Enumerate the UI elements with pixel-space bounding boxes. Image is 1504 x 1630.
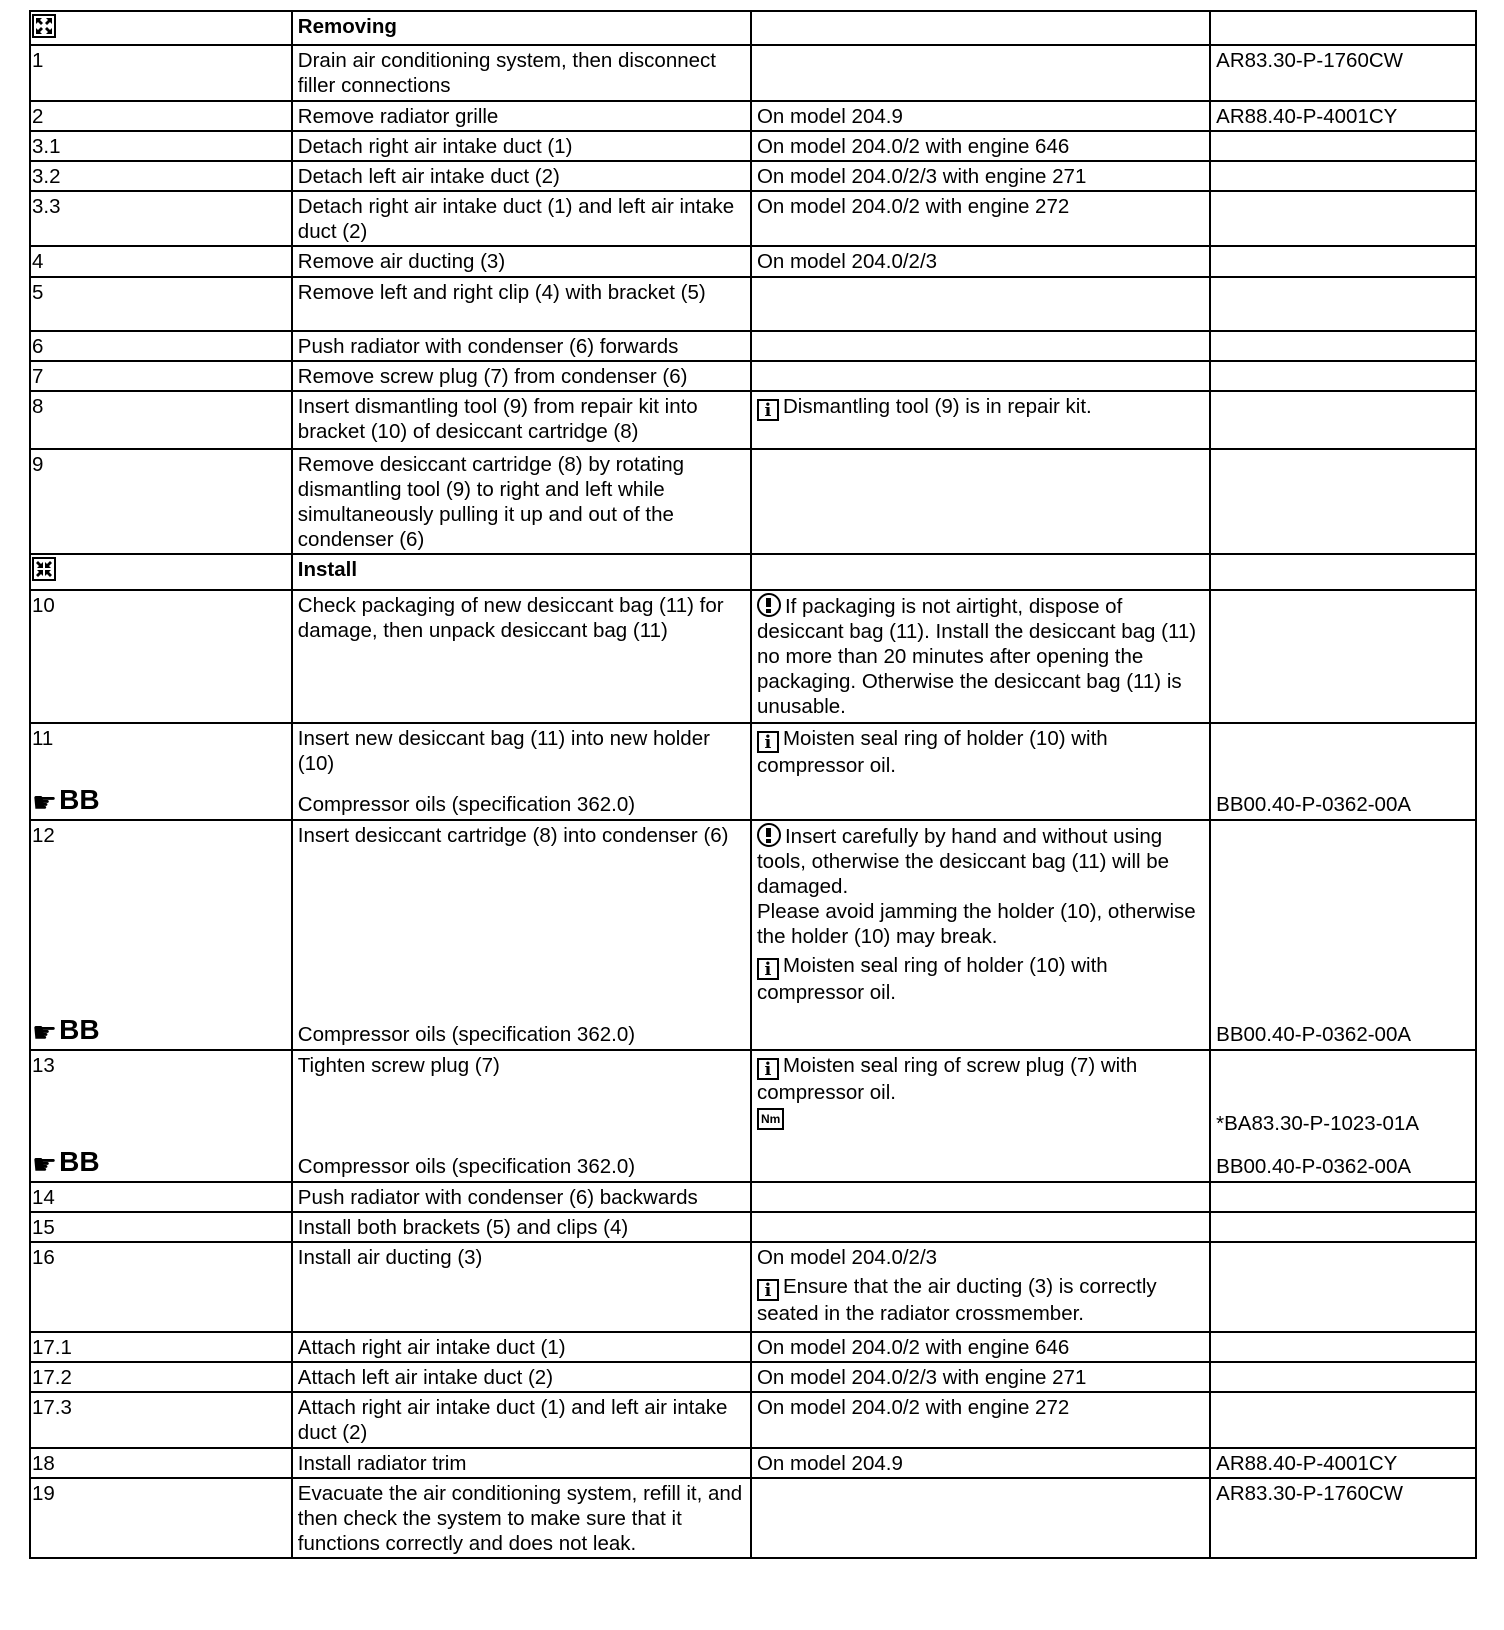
table-row [30,449,1476,554]
reference-link[interactable] [1210,246,1476,277]
table-row [30,391,1476,449]
bb-label: BB [59,784,100,815]
note-text [751,449,1210,554]
note-text: On model 204.0/2 with engine 646 [751,1332,1210,1362]
note-text [751,1212,1210,1242]
step-number: 17.3 [30,1392,292,1448]
step-number: 3.1 [30,131,292,161]
step-number: 18 [30,1448,292,1478]
action-text: Remove desiccant cartridge (8) by rotating dismantling tool (9) to right and left while simultaneously pulling it up and out of the condenser (6) [292,449,751,554]
action-text: Install air ducting (3) [292,1242,751,1332]
step-number: 1 [30,45,292,101]
step-number: 8 [30,391,292,449]
expand-arrows-icon [32,14,56,38]
table-row [30,331,1476,361]
table-row [30,101,1476,131]
note-text: Moisten seal ring of holder (10) with compressor oil. [756,727,1108,777]
reference-link[interactable] [1210,1182,1476,1212]
action-text: Push radiator with condenser (6) forwards [292,331,751,361]
reference-link[interactable] [1210,1332,1476,1362]
note-text [751,45,1210,101]
install-icon-cell [30,554,292,590]
note-text [751,361,1210,391]
reference-link[interactable] [1210,277,1476,331]
step-cell [30,1050,292,1182]
note-text: On model 204.9 [751,1448,1210,1478]
table-row [30,361,1476,391]
bb-label: BB [59,1014,100,1045]
ref-cell [1210,723,1476,820]
action-cell [292,820,751,1050]
table-row [30,1362,1476,1392]
step-number: 6 [30,331,292,361]
note-text [751,277,1210,331]
action-text: Remove left and right clip (4) with bracket (5) [292,277,751,331]
warning-icon [757,593,781,617]
table-row [30,590,1476,723]
action-text: Drain air conditioning system, then disconnect filler connections [292,45,751,101]
note-cell [751,554,1210,590]
note-cell [751,723,1210,820]
section-title-install: Install [292,554,751,590]
pointing-hand-icon: ☛ [32,1148,58,1181]
reference-link[interactable]: AR88.40-P-4001CY [1210,1448,1476,1478]
info-icon: i [757,399,779,421]
note-text: Moisten seal ring of holder (10) with compressor oil. [756,954,1108,1004]
removing-icon-cell [30,11,292,45]
ref-cell [1210,820,1476,1050]
note-text: If packaging is not airtight, dispose of desiccant bag (11). Install the desiccant bag (11) no more than 20 minutes after opening the packaging. Otherwise the desiccant bag (11) is unusable. [756,595,1197,718]
note-cell [751,820,1210,1050]
action-text: Detach right air intake duct (1) and left air intake duct (2) [292,191,751,246]
step-cell [30,820,292,1050]
action-text: Insert dismantling tool (9) from repair kit into bracket (10) of desiccant cartridge (8) [292,391,751,449]
note-text: On model 204.0/2 with engine 272 [751,1392,1210,1448]
note-text: On model 204.0/2/3 [751,246,1210,277]
table-row [30,820,1476,1050]
note-text: On model 204.0/2 with engine 272 [751,191,1210,246]
action-text: Remove screw plug (7) from condenser (6) [292,361,751,391]
action-text: Detach right air intake duct (1) [292,131,751,161]
procedure-table [29,10,1477,1559]
ref-cell [1210,1050,1476,1182]
step-number: 3.3 [30,191,292,246]
note-text: Ensure that the air ducting (3) is correctly seated in the radiator crossmember. [756,1275,1157,1325]
step-number: 5 [30,277,292,331]
bb-label: BB [59,1146,100,1177]
step-number: 15 [30,1212,292,1242]
step-number: 4 [30,246,292,277]
info-icon: i [757,958,779,980]
reference-link[interactable]: AR83.30-P-1760CW [1210,45,1476,101]
reference-link[interactable] [1210,1242,1476,1332]
step-number: 16 [30,1242,292,1332]
reference-link[interactable] [1210,391,1476,449]
reference-link[interactable] [1210,191,1476,246]
step-number: 7 [30,361,292,391]
table-row [30,1050,1476,1182]
step-number: 12 [32,824,55,847]
table-row [30,277,1476,331]
bb-marker [31,1016,291,1047]
note-model-text: On model 204.0/2/3 [756,1246,938,1269]
note-text: On model 204.0/2/3 with engine 271 [751,161,1210,191]
ref-cell [1210,11,1476,45]
note-text [751,1478,1210,1558]
note-cell [751,11,1210,45]
step-number: 17.1 [30,1332,292,1362]
table-row [30,45,1476,101]
torque-nm-icon: Nm [757,1108,784,1130]
reference-link[interactable]: AR83.30-P-1760CW [1210,1478,1476,1558]
reference-link[interactable] [1210,1212,1476,1242]
warning-icon [757,823,781,847]
step-number: 10 [30,590,292,723]
table-row [30,1332,1476,1362]
note-extra-text: Please avoid jamming the holder (10), otherwise the holder (10) may break. [756,900,1196,948]
table-row [30,1182,1476,1212]
step-number: 3.2 [30,161,292,191]
note-warning-text: Insert carefully by hand and without using tools, otherwise the desiccant bag (11) will be damaged. [756,825,1170,898]
collapse-arrows-icon [32,557,56,581]
bb-reference-link[interactable]: BB00.40-P-0362-00A [1216,1155,1412,1178]
bb-text[interactable]: Compressor oils (specification 362.0) [297,1023,636,1046]
procedure-sheet [29,10,1477,1559]
action-text: Install both brackets (5) and clips (4) [292,1212,751,1242]
step-number: 2 [30,101,292,131]
table-row [30,1212,1476,1242]
action-text: Detach left air intake duct (2) [292,161,751,191]
note-text: On model 204.9 [751,101,1210,131]
action-text: Install radiator trim [292,1448,751,1478]
step-cell [30,723,292,820]
reference-link[interactable] [1210,161,1476,191]
bb-marker [31,1148,291,1179]
step-number: 13 [32,1054,55,1077]
action-cell [292,723,751,820]
ref-cell [1210,554,1476,590]
reference-link[interactable] [1210,131,1476,161]
reference-link[interactable] [1210,590,1476,723]
table-row [30,1478,1476,1558]
action-text: Attach right air intake duct (1) [292,1332,751,1362]
bb-reference-link[interactable]: BB00.40-P-0362-00A [1216,1023,1412,1046]
section-header-install [30,554,1476,590]
table-row [30,1242,1476,1332]
reference-link[interactable] [1210,1362,1476,1392]
bb-reference-link[interactable]: BB00.40-P-0362-00A [1216,793,1412,816]
table-row [30,723,1476,820]
action-text: Attach left air intake duct (2) [292,1362,751,1392]
note-text: On model 204.0/2 with engine 646 [751,131,1210,161]
note-cell [751,590,1210,723]
action-text: Remove radiator grille [292,101,751,131]
note-text: Moisten seal ring of screw plug (7) with compressor oil. [756,1054,1138,1104]
action-text: Remove air ducting (3) [292,246,751,277]
bb-text[interactable]: Compressor oils (specification 362.0) [297,793,636,816]
action-text: Check packaging of new desiccant bag (11) for damage, then unpack desiccant bag (11) [292,590,751,723]
torque-reference-link[interactable]: *BA83.30-P-1023-01A [1216,1112,1419,1135]
action-text: Insert new desiccant bag (11) into new holder (10) [297,727,710,775]
note-cell [751,1242,1210,1332]
step-number: 19 [30,1478,292,1558]
table-row [30,191,1476,246]
note-text: Dismantling tool (9) is in repair kit. [782,395,1092,418]
action-text: Evacuate the air conditioning system, refill it, and then check the system to make sure that it functions correctly and does not leak. [292,1478,751,1558]
action-text: Attach right air intake duct (1) and left air intake duct (2) [292,1392,751,1448]
note-text: On model 204.0/2/3 with engine 271 [751,1362,1210,1392]
action-text: Tighten screw plug (7) [297,1054,500,1077]
reference-link[interactable] [1210,361,1476,391]
step-number: 14 [30,1182,292,1212]
note-cell [751,391,1210,449]
step-number: 17.2 [30,1362,292,1392]
reference-link[interactable] [1210,449,1476,554]
bb-text[interactable]: Compressor oils (specification 362.0) [297,1155,636,1178]
reference-link[interactable]: AR88.40-P-4001CY [1210,101,1476,131]
note-cell [751,1050,1210,1182]
reference-link[interactable] [1210,331,1476,361]
table-row [30,1448,1476,1478]
pointing-hand-icon: ☛ [32,1016,58,1049]
action-text: Insert desiccant cartridge (8) into condenser (6) [297,824,729,847]
table-row [30,246,1476,277]
bb-marker [31,786,291,817]
info-icon: i [757,1058,779,1080]
section-title-removing: Removing [292,11,751,45]
action-cell [292,1050,751,1182]
table-row [30,161,1476,191]
reference-link[interactable] [1210,1392,1476,1448]
info-icon: i [757,731,779,753]
info-icon: i [757,1279,779,1301]
action-text: Push radiator with condenser (6) backwards [292,1182,751,1212]
section-header-removing [30,11,1476,45]
step-number: 11 [32,727,54,750]
table-row [30,1392,1476,1448]
note-text [751,331,1210,361]
note-text [751,1182,1210,1212]
pointing-hand-icon: ☛ [32,786,58,819]
table-row [30,131,1476,161]
step-number: 9 [30,449,292,554]
